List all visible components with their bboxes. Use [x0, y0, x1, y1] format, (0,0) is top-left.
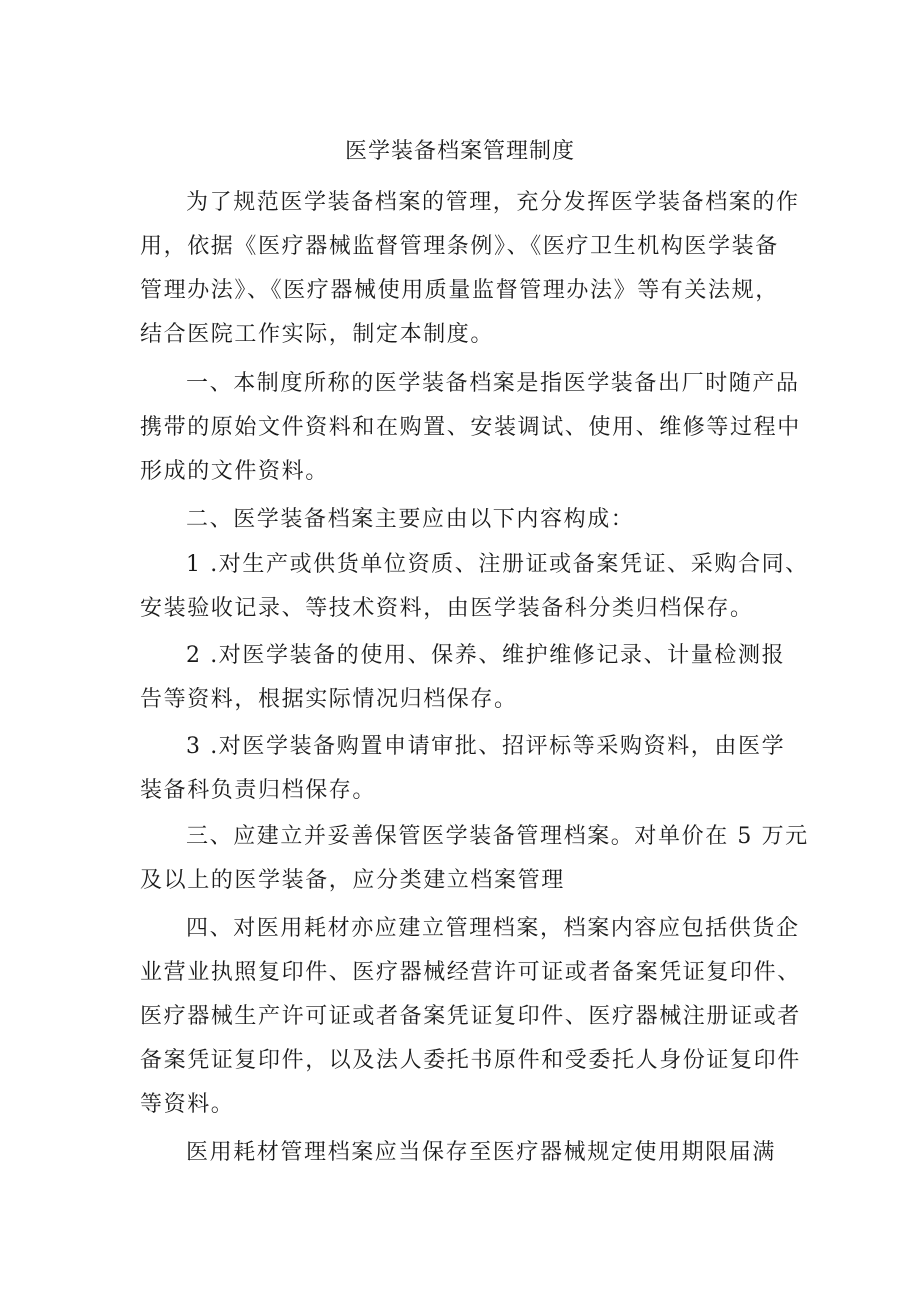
- text-line: 及以上的医学装备，应分类建立档案管理: [140, 868, 565, 893]
- text-line: 业营业执照复印件、医疗器械经营许可证或者备案凭证复印件、: [140, 960, 801, 985]
- text-line: 为了规范医学装备档案的管理，充分发挥医学装备档案的作: [186, 190, 800, 215]
- text-line: 2 .对医学装备的使用、保养、维护维修记录、计量检测报: [186, 643, 786, 668]
- text-line: 形成的文件资料。: [140, 459, 329, 484]
- text-line: 等资料。: [140, 1092, 235, 1117]
- text-line: 3 .对医学装备购置申请审批、招评标等采购资料，由医学: [186, 734, 786, 759]
- text-line: 四、对医用耗材亦应建立管理档案，档案内容应包括供货企: [186, 916, 800, 941]
- document-title: 医学装备档案管理制度: [344, 139, 575, 164]
- text-line: 三、应建立并妥善保管医学装备管理档案。对单价在 5 万元: [186, 824, 809, 849]
- text-line: 装备科负责归档保存。: [140, 778, 377, 803]
- text-line: 告等资料，根据实际情况归档保存。: [140, 687, 518, 712]
- text-line: 携带的原始文件资料和在购置、安装调试、使用、维修等过程中: [140, 415, 801, 440]
- text-line: 医用耗材管理档案应当保存至医疗器械规定使用期限届满: [186, 1140, 777, 1165]
- text-line: 安装验收记录、等技术资料，由医学装备科分类归档保存。: [140, 596, 754, 621]
- text-line: 二、医学装备档案主要应由以下内容构成：: [186, 507, 635, 532]
- text-line: 备案凭证复印件，以及法人委托书原件和受委托人身份证复印件: [140, 1048, 801, 1073]
- text-line: 1 .对生产或供货单位资质、注册证或备案凭证、采购合同、: [186, 552, 809, 577]
- text-line: 一、本制度所称的医学装备档案是指医学装备出厂时随产品: [186, 371, 800, 396]
- text-line: 用，依据《医疗器械监督管理条例》、《医疗卫生机构医学装备: [140, 234, 779, 259]
- text-line: 结合医院工作实际，制定本制度。: [140, 322, 495, 347]
- text-line: 管理办法》、《医疗器械使用质量监督管理办法》等有关法规，: [140, 278, 779, 303]
- text-line: 医疗器械生产许可证或者备案凭证复印件、医疗器械注册证或者: [140, 1004, 801, 1029]
